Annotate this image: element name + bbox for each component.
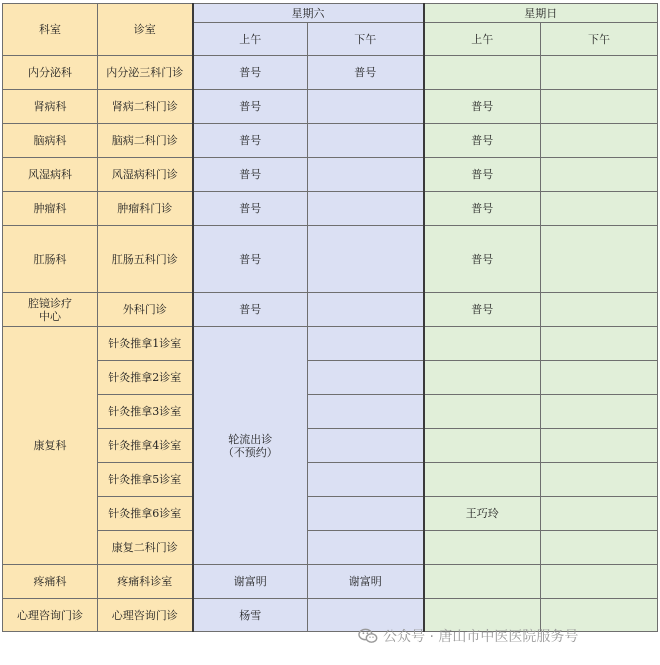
dept-cell: 脑病科 [3,124,98,158]
dept-cell: 腔镜诊疗 中心 [3,293,98,327]
sat-am-cell: 普号 [193,158,308,192]
sun-pm-cell [541,90,658,124]
sun-pm-cell [541,463,658,497]
sun-am-cell [424,361,541,395]
sat-am-cell: 普号 [193,192,308,226]
dept-cell: 肛肠科 [3,226,98,293]
sat-pm-cell: 谢富明 [308,565,424,599]
header-sat-pm: 下午 [308,23,424,56]
table-row [3,293,658,327]
sat-pm-cell: 普号 [308,56,424,90]
sat-pm-cell [308,497,424,531]
sun-pm-cell [541,226,658,293]
table-row [3,90,658,124]
sat-pm-cell [308,395,424,429]
sat-am-cell: 普号 [193,56,308,90]
clinic-cell: 康复二科门诊 [98,531,193,565]
clinic-cell: 肿瘤科门诊 [98,192,193,226]
clinic-cell: 针灸推拿4诊室 [98,429,193,463]
table-row [3,226,658,293]
clinic-cell: 风湿病科门诊 [98,158,193,192]
clinic-cell: 针灸推拿6诊室 [98,497,193,531]
sun-pm-cell [541,327,658,361]
sun-am-cell: 普号 [424,158,541,192]
dept-cell: 内分泌科 [3,56,98,90]
clinic-cell: 脑病二科门诊 [98,124,193,158]
sun-am-cell [424,463,541,497]
sun-am-cell [424,327,541,361]
sat-pm-cell [308,463,424,497]
sat-pm-cell [308,327,424,361]
clinic-cell: 疼痛科诊室 [98,565,193,599]
header-sun-pm: 下午 [541,23,658,56]
sun-pm-cell [541,124,658,158]
header-dept: 科室 [3,4,98,56]
clinic-cell: 心理咨询门诊 [98,599,193,632]
clinic-cell: 针灸推拿2诊室 [98,361,193,395]
header-sunday: 星期日 [424,4,658,23]
table-row [3,395,658,429]
dept-cell-rehab: 康复科 [3,327,98,565]
table-row [3,361,658,395]
sun-am-cell: 普号 [424,192,541,226]
clinic-cell: 肾病二科门诊 [98,90,193,124]
sat-am-cell: 普号 [193,226,308,293]
table-row [3,192,658,226]
sat-pm-cell [308,293,424,327]
table-row [3,56,658,90]
header-clinic: 诊室 [98,4,193,56]
sun-am-cell [424,429,541,463]
sun-pm-cell [541,192,658,226]
sun-am-cell [424,56,541,90]
clinic-cell: 肛肠五科门诊 [98,226,193,293]
schedule-table [2,3,658,632]
sat-pm-cell [308,531,424,565]
clinic-cell: 针灸推拿3诊室 [98,395,193,429]
header-sun-am: 上午 [424,23,541,56]
sun-pm-cell [541,395,658,429]
clinic-cell: 针灸推拿5诊室 [98,463,193,497]
dept-cell: 疼痛科 [3,565,98,599]
sat-pm-cell [308,158,424,192]
sun-pm-cell [541,293,658,327]
dept-cell: 肾病科 [3,90,98,124]
watermark-text: 公众号 · 唐山市中医医院服务号 [383,629,579,645]
sat-am-rotation-cell: 轮流出诊 （不预约） [193,327,308,565]
table-row [3,565,658,599]
table-row [3,497,658,531]
sun-pm-cell [541,361,658,395]
sat-pm-cell [308,429,424,463]
clinic-cell: 针灸推拿1诊室 [98,327,193,361]
dept-cell: 肿瘤科 [3,192,98,226]
table-row [3,429,658,463]
sat-am-cell: 普号 [193,124,308,158]
dept-cell: 风湿病科 [3,158,98,192]
clinic-cell: 内分泌三科门诊 [98,56,193,90]
sun-am-cell [424,531,541,565]
table-row [3,463,658,497]
sat-am-cell: 谢富明 [193,565,308,599]
sat-pm-cell [308,90,424,124]
watermark [358,626,578,646]
sat-am-cell: 普号 [193,293,308,327]
sat-pm-cell [308,192,424,226]
wechat-icon [358,628,378,644]
sun-pm-cell [541,158,658,192]
sun-am-cell: 普号 [424,124,541,158]
sun-pm-cell [541,565,658,599]
table-row [3,158,658,192]
sun-pm-cell [541,497,658,531]
sun-am-cell [424,565,541,599]
header-sat-am: 上午 [193,23,308,56]
sun-am-cell [424,395,541,429]
dept-cell: 心理咨询门诊 [3,599,98,632]
sun-am-cell: 王巧玲 [424,497,541,531]
sun-am-cell: 普号 [424,226,541,293]
sat-am-cell: 普号 [193,90,308,124]
sun-am-cell: 普号 [424,293,541,327]
sat-pm-cell [308,226,424,293]
sat-am-cell: 杨雪 [193,599,308,632]
sun-pm-cell [541,429,658,463]
sat-pm-cell [308,361,424,395]
clinic-cell: 外科门诊 [98,293,193,327]
table-row [3,124,658,158]
header-saturday: 星期六 [193,4,424,23]
table-row [3,531,658,565]
sun-pm-cell [541,56,658,90]
sun-pm-cell [541,531,658,565]
sun-am-cell: 普号 [424,90,541,124]
sat-pm-cell [308,124,424,158]
table-row [3,327,658,361]
